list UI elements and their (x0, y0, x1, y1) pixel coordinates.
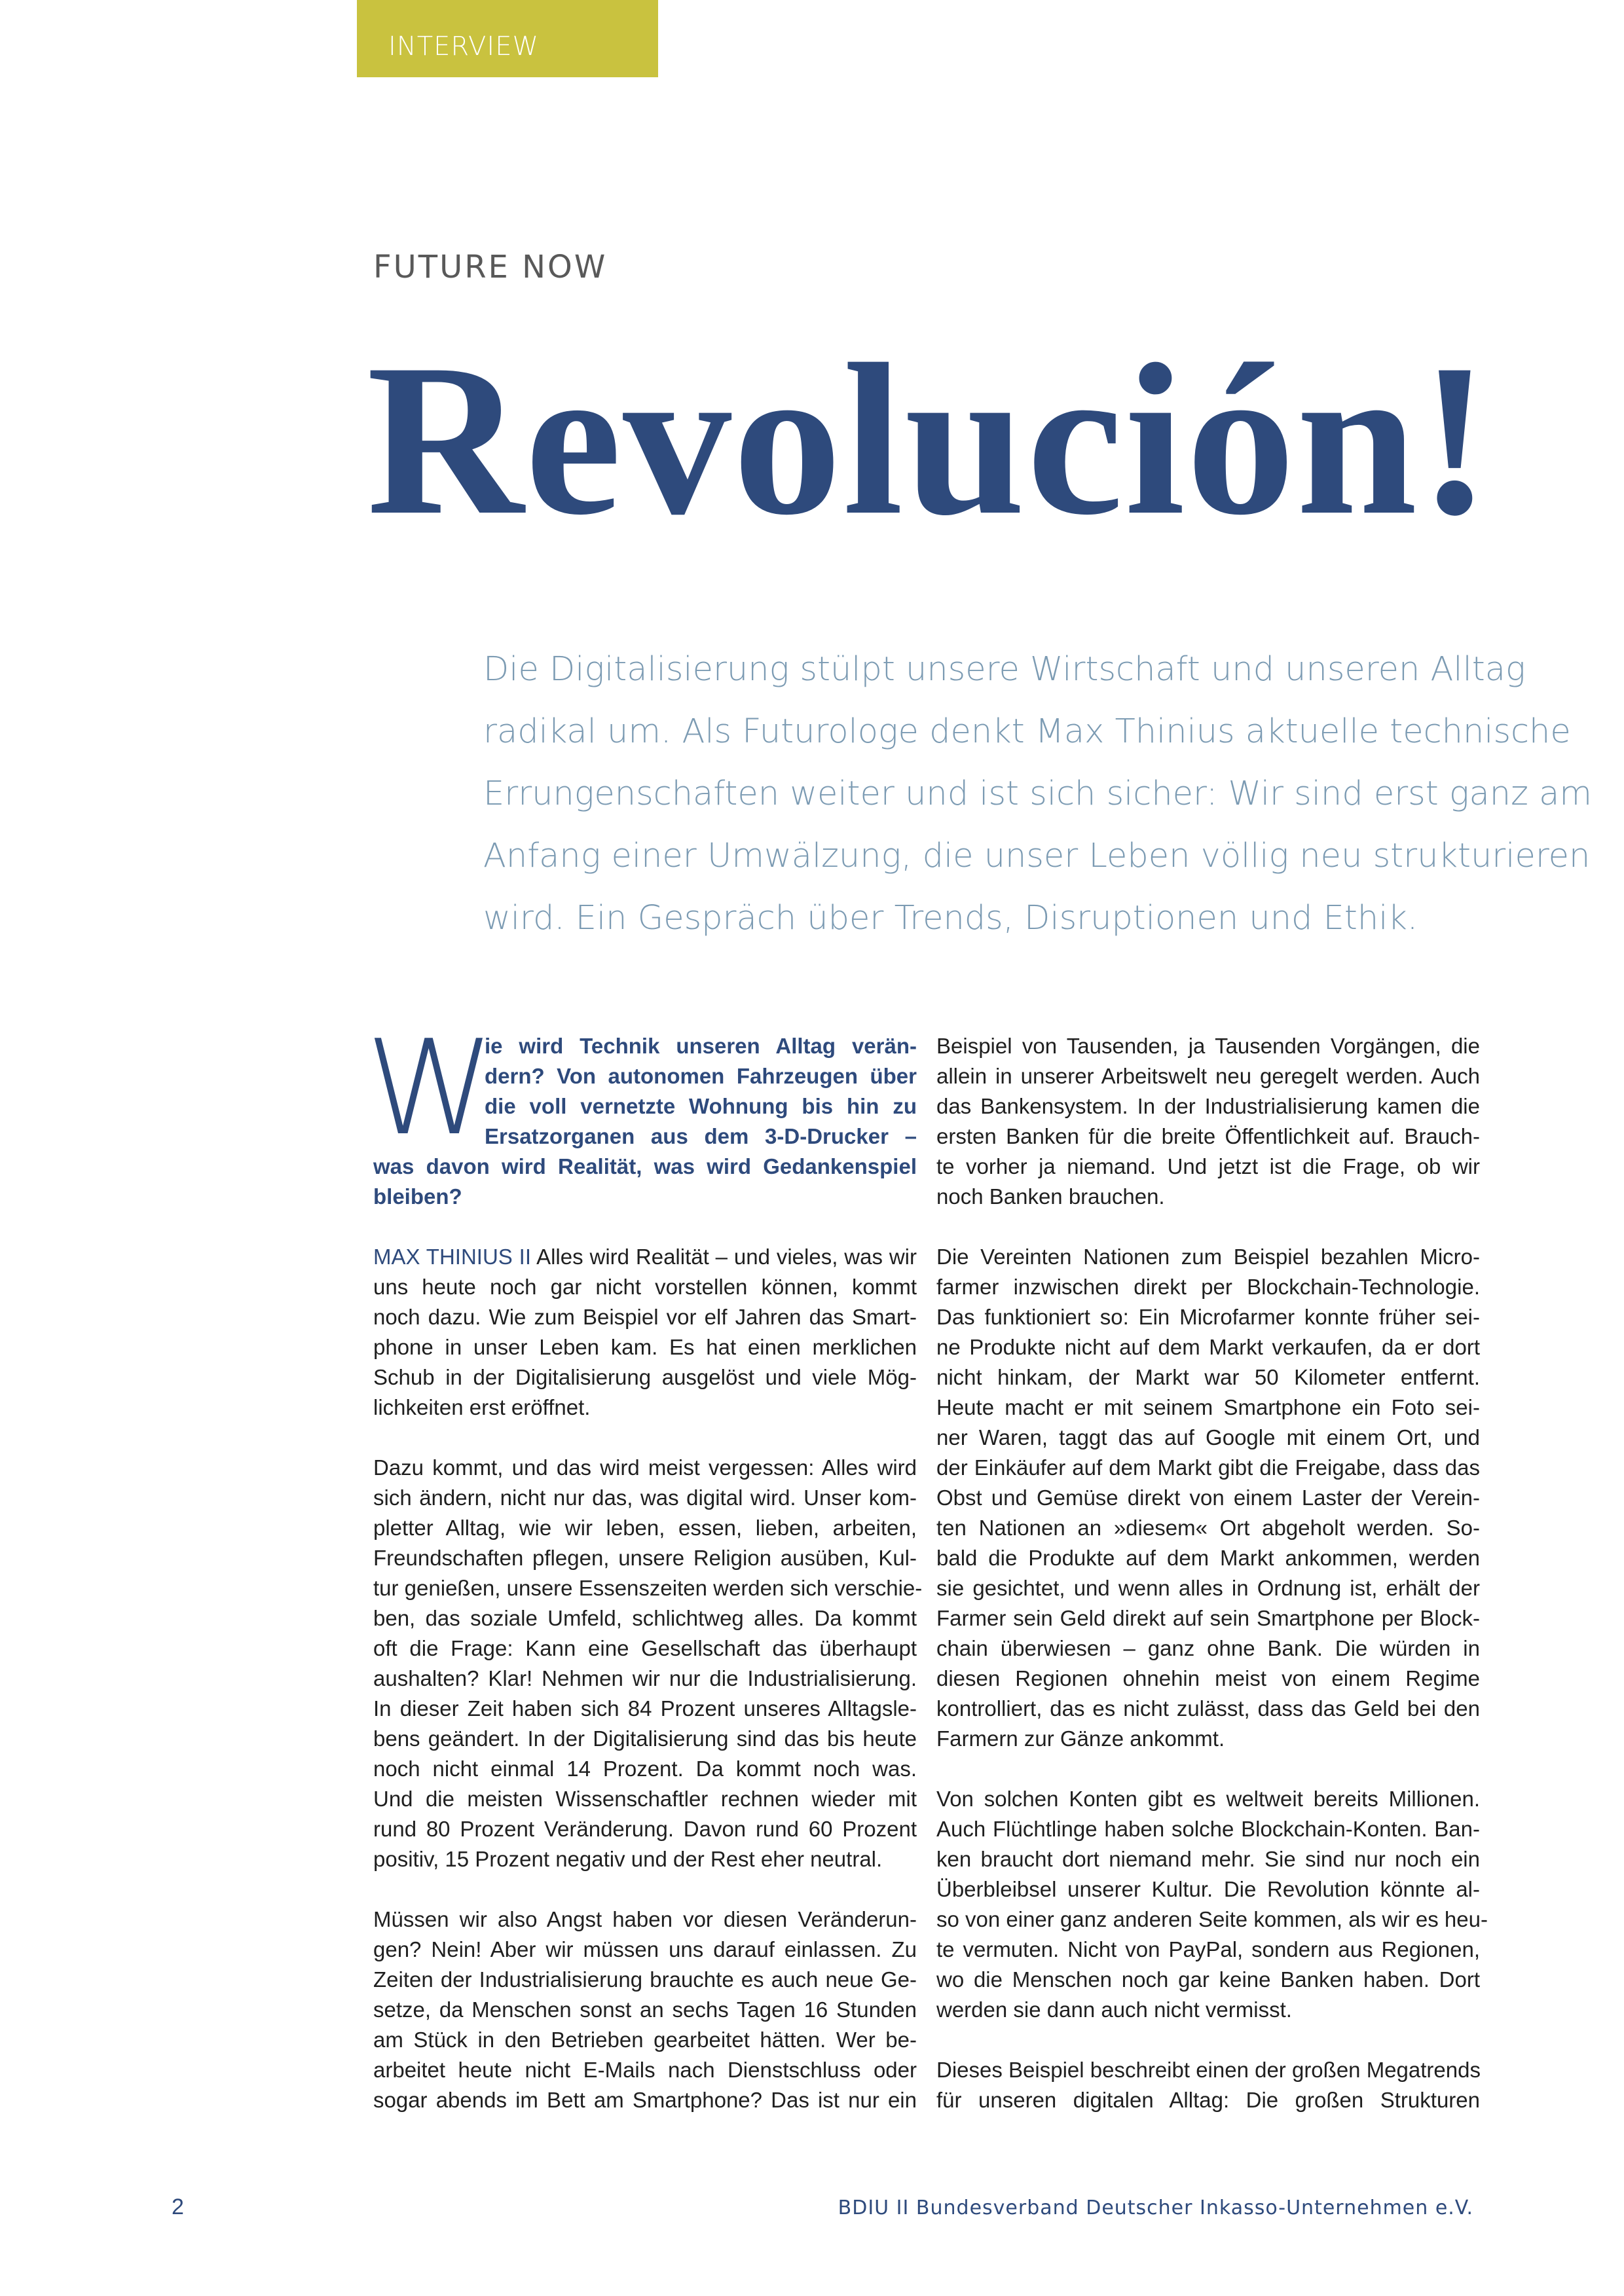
headline: Revolución! (367, 319, 1492, 560)
speaker-label: MAX THINIUS II (373, 1245, 532, 1269)
body-paragraph (936, 1242, 1480, 1754)
body-line: ner Waren, taggt das auf Google mit einem Ort, und (936, 1425, 1480, 1449)
body-line: Beispiel von Tausenden, ja Tausenden Vorgängen, die (936, 1034, 1480, 1058)
body-line: ken braucht dort niemand mehr. Sie sind nur noch ein (936, 1847, 1480, 1871)
body-line: bens geändert. In der Digitalisierung sind das bis heute (373, 1726, 917, 1751)
body-line: Von solchen Konten gibt es weltweit bereits Millionen. (936, 1787, 1480, 1811)
body-line: chain überwiesen – ganz ohne Bank. Die würden in (936, 1636, 1480, 1660)
body-line: sich ändern, nicht nur das, was digital wird. Unser kom- (373, 1485, 917, 1510)
article-column-left (365, 1012, 923, 2115)
section-tab-label: INTERVIEW (388, 31, 540, 62)
body-line: Farmer sein Geld direkt auf sein Smartphone per Block- (936, 1606, 1480, 1630)
lead-paragraph (483, 638, 1593, 949)
body-line: werden sie dann auch nicht vermisst. (936, 1997, 1292, 2022)
answer-first-line (373, 1242, 917, 1272)
body-paragraph (936, 1031, 1480, 1212)
question-line: die voll vernetzte Wohnung bis hin zu (485, 1094, 917, 1118)
page-number: 2 (172, 2195, 184, 2219)
body-line: diesen Regionen ohnehin meist von einem Regime (936, 1666, 1480, 1690)
body-line: noch Banken brauchen. (936, 1184, 1165, 1209)
body-line: lichkeiten erst eröffnet. (373, 1395, 591, 1419)
body-line: kontrolliert, das es nicht zulässt, dass das Geld bei den (936, 1696, 1480, 1721)
body-line: setze, da Menschen sonst an sechs Tagen 16 Stunden (373, 1997, 917, 2022)
body-line: arbeitet heute nicht E-Mails nach Dienstschluss oder (373, 2058, 917, 2082)
body-line: Freundschaften pflegen, unsere Religion ausüben, Kul- (373, 1546, 917, 1570)
body-line: allein in unserer Arbeitswelt neu geregelt werden. Auch (936, 1064, 1480, 1088)
body-line: Farmern zur Gänze ankommt. (936, 1726, 1225, 1751)
question-line: dern? Von autonomen Fahrzeugen über (485, 1064, 917, 1088)
body-line: farmer inzwischen direkt per Blockchain-Technologie. (936, 1275, 1480, 1299)
body-line: phone in unser Leben kam. Es hat einen merklichen (373, 1335, 917, 1359)
body-paragraph (373, 1904, 917, 2115)
interview-question (365, 1012, 917, 1212)
body-paragraph (936, 2055, 1480, 2115)
article-column-right (936, 1031, 1488, 2115)
body-line: Schub in der Digitalisierung ausgelöst und viele Mög- (373, 1365, 917, 1389)
lead-line: wird. Ein Gespräch über Trends, Disruptionen und Ethik. (483, 899, 1418, 938)
body-line: te vorher ja niemand. Und jetzt ist die Frage, ob wir (936, 1154, 1480, 1178)
body-line: rund 80 Prozent Veränderung. Davon rund 60 Prozent (373, 1817, 917, 1841)
footer-publisher: BDIU II Bundesverband Deutscher Inkasso-Unternehmen e.V. (838, 2196, 1473, 2219)
body-line: Das funktioniert so: Ein Microfarmer konnte früher sei- (936, 1305, 1480, 1329)
body-line: noch nicht einmal 14 Prozent. Da kommt noch was. (373, 1757, 917, 1781)
kicker: FUTURE NOW (373, 249, 608, 285)
body-line: In dieser Zeit haben sich 84 Prozent unseres Alltagsle- (373, 1696, 917, 1721)
drop-cap: W (365, 1012, 495, 1165)
body-line: Auch Flüchtlinge haben solche Blockchain-Konten. Ban- (936, 1817, 1480, 1841)
lead-line: Anfang einer Umwälzung, die unser Leben völlig neu strukturieren (483, 837, 1591, 875)
answer-text: Alles wird Realität – und vieles, was wir (531, 1245, 917, 1269)
body-line: Überbleibsel unserer Kultur. Die Revolution könnte al- (936, 1877, 1480, 1901)
body-line: Zeiten der Industrialisierung brauchte es auch neue Ge- (373, 1967, 917, 1992)
body-line: oft die Frage: Kann eine Gesellschaft das überhaupt (373, 1636, 917, 1660)
body-line: Heute macht er mit seinem Smartphone ein Foto sei- (936, 1395, 1480, 1419)
body-line: ersten Banken für die breite Öffentlichkeit auf. Brauch- (936, 1124, 1480, 1148)
body-line: positiv, 15 Prozent negativ und der Rest eher neutral. (373, 1847, 883, 1871)
body-line: Müssen wir also Angst haben vor diesen Veränderun- (373, 1907, 917, 1931)
body-line: aushalten? Klar! Nehmen wir nur die Industrialisierung. (373, 1666, 917, 1690)
body-line: pletter Alltag, wie wir leben, essen, lieben, arbeiten, (373, 1516, 917, 1540)
body-line: Dazu kommt, und das wird meist vergessen: Alles wird (373, 1455, 917, 1480)
body-line: te vermuten. Nicht von PayPal, sondern aus Regionen, (936, 1937, 1480, 1961)
answer-paragraph (373, 1242, 917, 1423)
body-line: ten Nationen an »diesem« Ort abgeholt werden. So- (936, 1516, 1480, 1540)
body-line: wo die Menschen noch gar keine Banken haben. Dort (936, 1967, 1480, 1992)
body-line: sogar abends im Bett am Smartphone? Das ist nur ein (373, 2088, 917, 2112)
body-paragraph (373, 1453, 923, 1874)
body-line: das Bankensystem. In der Industrialisierung kamen die (936, 1094, 1480, 1118)
question-line: ie wird Technik unseren Alltag verän- (485, 1034, 917, 1058)
body-line: Obst und Gemüse direkt von einem Laster der Verein- (936, 1485, 1480, 1510)
lead-line: Die Digitalisierung stülpt unsere Wirtschaft und unseren Alltag (483, 650, 1526, 689)
lead-line: radikal um. Als Futurologe denkt Max Thinius aktuelle technische (483, 712, 1571, 751)
body-line: gen? Nein! Aber wir müssen uns darauf einlassen. Zu (373, 1937, 917, 1961)
lead-line: Errungenschaften weiter und ist sich sicher: Wir sind erst ganz am (483, 774, 1593, 813)
body-line: so von einer ganz anderen Seite kommen, als wir es heu- (936, 1907, 1488, 1931)
body-line: Die Vereinten Nationen zum Beispiel bezahlen Micro- (936, 1245, 1480, 1269)
body-line: ben, das soziale Umfeld, schlichtweg alles. Da kommt (373, 1606, 917, 1630)
body-line: sie gesichtet, und wenn alles in Ordnung ist, erhält der (936, 1576, 1480, 1600)
section-tab (357, 0, 658, 77)
body-line: ne Produkte nicht auf dem Markt verkaufen, da er dort (936, 1335, 1480, 1359)
question-line: bleiben? (373, 1184, 462, 1209)
question-line: Ersatzorganen aus dem 3-D-Drucker – (485, 1124, 917, 1148)
body-line: am Stück in den Betrieben gearbeitet hätten. Wer be- (373, 2028, 917, 2052)
body-line: noch dazu. Wie zum Beispiel vor elf Jahren das Smart- (373, 1305, 917, 1329)
body-line: uns heute noch gar nicht vorstellen können, kommt (373, 1275, 917, 1299)
body-line: nicht hinkam, der Markt war 50 Kilometer entfernt. (936, 1365, 1480, 1389)
body-line: Dieses Beispiel beschreibt einen der großen Megatrends (936, 2058, 1481, 2082)
body-line: tur genießen, unsere Essenszeiten werden sich verschie- (373, 1576, 923, 1600)
body-line: Und die meisten Wissenschaftler rechnen wieder mit (373, 1787, 917, 1811)
body-line: bald die Produkte auf dem Markt ankommen, werden (936, 1546, 1480, 1570)
body-line: für unseren digitalen Alltag: Die großen Strukturen (936, 2088, 1480, 2112)
body-paragraph (936, 1784, 1488, 2025)
body-line: der Einkäufer auf dem Markt gibt die Freigabe, dass das (936, 1455, 1480, 1480)
question-line: was davon wird Realität, was wird Gedankenspiel (373, 1154, 917, 1178)
